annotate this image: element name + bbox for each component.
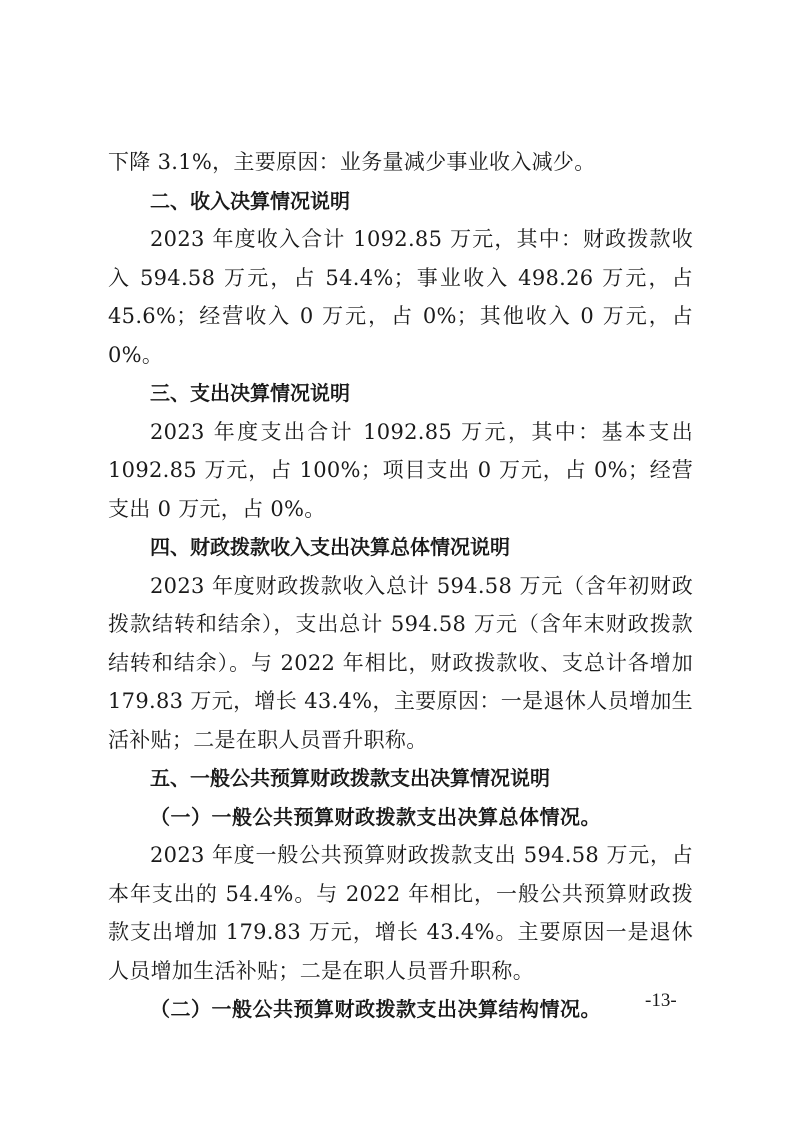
section-heading-expenditure: 三、支出决算情况说明 bbox=[150, 381, 350, 405]
subsection-heading-overall: （一）一般公共预算财政拨款支出决算总体情况。 bbox=[150, 804, 601, 829]
section-heading-income: 二、收入决算情况说明 bbox=[150, 188, 350, 213]
body-paragraph: 2023 年度一般公共预算财政拨款支出 594.58 万元，占本年支出的 54.4%。与 2022 年相比，一般公共预算财政拨款支出增加 179.83 万元，增长 43.4%。主要原因一是退休人员增加生活补贴；二是在职人员晋升职称。 bbox=[108, 843, 693, 983]
section-heading-fiscal-overall: 四、财政拨款收入支出决算总体情况说明 bbox=[150, 535, 510, 559]
body-paragraph: 2023 年度财政拨款收入总计 594.58 万元（含年初财政拨款结转和结余），支出总计 594.58 万元（含年末财政拨款结转和结余）。与 2022 年相比，财政拨款收、支总计各增加 179.83 万元，增长 43.4%，主要原因：一是退休人员增加生活补贴；二是在职人员晋升职称。 bbox=[108, 573, 693, 752]
document-body bbox=[108, 143, 693, 1029]
body-paragraph: 2023 年度收入合计 1092.85 万元，其中：财政拨款收入 594.58 万元，占 54.4%；事业收入 498.26 万元，占 45.6%；经营收入 0 万元，占 0%；其他收入 0 万元，占 0%。 bbox=[108, 227, 693, 367]
section-heading-general-budget: 五、一般公共预算财政拨款支出决算情况说明 bbox=[150, 766, 550, 790]
body-paragraph: 2023 年度支出合计 1092.85 万元，其中：基本支出 1092.85 万元，占 100%；项目支出 0 万元，占 0%；经营支出 0 万元，占 0%。 bbox=[108, 419, 693, 521]
subsection-heading-structure: （二）一般公共预算财政拨款支出决算结构情况。 bbox=[150, 997, 601, 1021]
page-number: -13- bbox=[645, 990, 677, 1011]
body-paragraph: 下降 3.1%，主要原因：业务量减少事业收入减少。 bbox=[108, 150, 596, 174]
